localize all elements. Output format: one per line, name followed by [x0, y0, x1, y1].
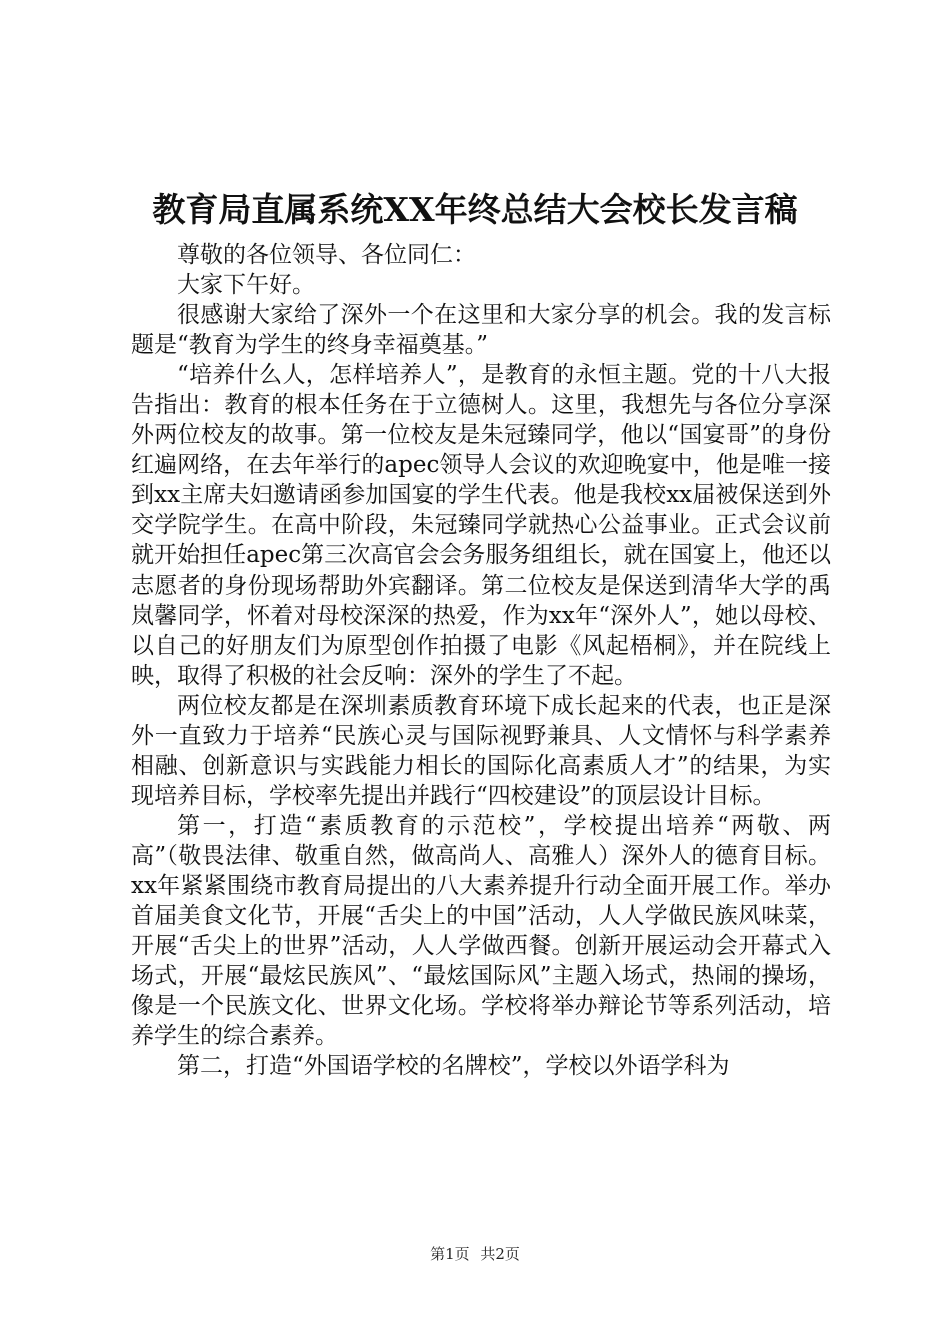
page-number: 第1页 [430, 1245, 470, 1263]
paragraph-second-goal: 第二，打造“外国语学校的名牌校”，学校以外语学科为 [177, 1053, 730, 1080]
paragraph-first-goal: 第一，打造“素质教育的示范校”，学校提出培养“两敬、两高”（敬畏法律、敬重自然，做高尚人、高雅人）深外人的德育目标。xx年紧紧围绕市教育局提出的八大素养提升行动全面开展工作。举办首届美食文化节，开展“舌尖上的中国”活动，人人学做民族风味菜，开展“舌尖上的世界”活动，人人学做西餐。创新开展运动会开幕式入场式，开展“最炫民族风”、“最炫国际风”主题入场式，热闹的操场，像是一个民族文化、世界文化场。学校将举办辩论节等系列活动，培养学生的综合素养。 [131, 812, 831, 1050]
page-total: 共2页 [480, 1245, 520, 1263]
paragraph-greeting: 大家下午好。 [177, 272, 315, 299]
paragraph-intro: 很感谢大家给了深外一个在这里和大家分享的机会。我的发言标题是“教育为学生的终身幸福奠基。” [131, 302, 831, 359]
document-title: 教育局直属系统XX年终总结大会校长发言稿 [152, 190, 798, 229]
document-body [131, 240, 831, 1081]
paragraph-salutation: 尊敬的各位领导、各位同仁： [177, 242, 476, 268]
paragraph-alumni-stories: “培养什么人，怎样培养人”，是教育的永恒主题。党的十八大报告指出：教育的根本任务在于立德树人。这里，我想先与各位分享深外两位校友的故事。第一位校友是朱冠臻同学，他以“国宴哥”的身份红遍网络，在去年举行的apec领导人会议的欢迎晚宴中，他是唯一接到xx主席夫妇邀请函参加国宴的学生代表。他是我校xx届被保送到外交学院学生。在高中阶段，朱冠臻同学就热心公益事业。正式会议前就开始担任apec第三次高官会会务服务组组长，就在国宴上，他还以志愿者的身份现场帮助外宾翻译。第二位校友是保送到清华大学的禹岚馨同学，怀着对母校深深的热爱，作为xx年“深外人”，她以母校、以自己的好朋友们为原型创作拍摄了电影《风起梧桐》，并在院线上映，取得了积极的社会反响：深外的学生了不起。 [131, 362, 831, 689]
paragraph-four-school-goals: 两位校友都是在深圳素质教育环境下成长起来的代表，也正是深外一直致力于培养“民族心灵与国际视野兼具、人文情怀与科学素养相融、创新意识与实践能力相长的国际化高素质人才”的结果，为实现培养目标，学校率先提出并践行“四校建设”的顶层设计目标。 [131, 692, 831, 809]
page-footer [0, 1244, 950, 1264]
